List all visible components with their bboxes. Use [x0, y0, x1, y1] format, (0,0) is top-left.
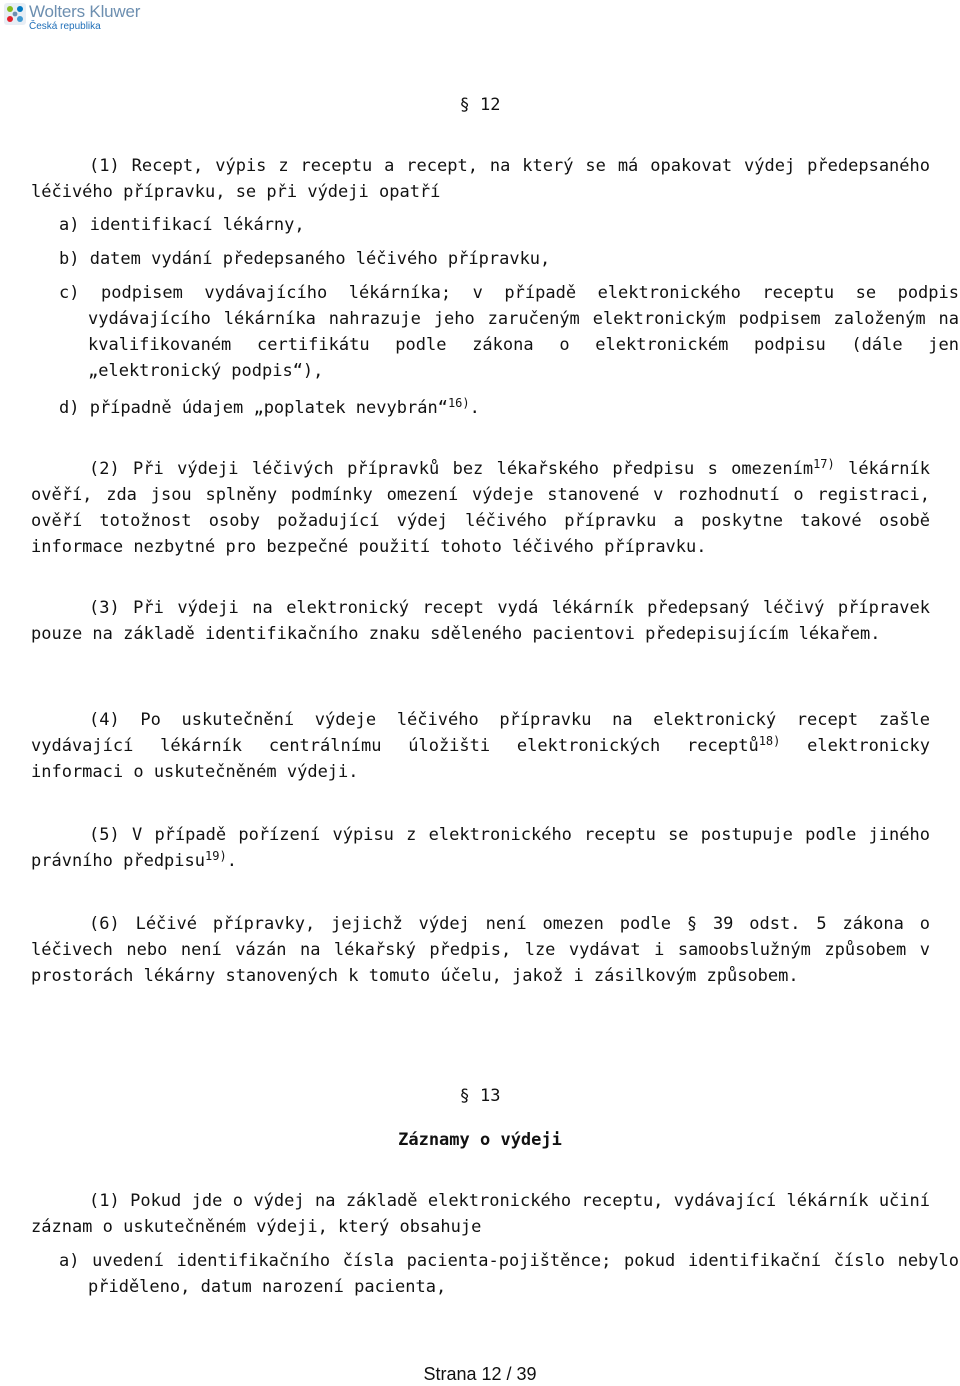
footnote-ref-19[interactable]: 19): [205, 849, 227, 863]
section-13-paragraph-1: (1) Pokud jde o výdej na základě elektronického receptu, vydávající lékárník učiní záznam o uskutečněném výdeji, který obsahuje: [31, 1191, 930, 1237]
section-12-paragraph-5: [31, 822, 930, 874]
section-13-title: § 13: [459, 1086, 501, 1106]
logo-subtitle: Česká republika: [29, 21, 101, 32]
section-12-paragraph-6: (6) Léčivé přípravky, jejichž výdej není omezen podle § 39 odst. 5 zákona o léčivech nebo není vázán na lékařský předpis, lze vydávat i samoobslužným způsobem v prostorách lékárny stanovených k tomuto účelu, jakož i zásilkovým způsobem.: [31, 914, 930, 986]
paragraph-5-start: (5) V případě pořízení výpisu z elektronického receptu se postupuje podle jiného právního předpisu: [31, 825, 930, 871]
paragraph-2-end: lékárník ověří, zda jsou splněny podmínky omezení výdeje stanovené v rozhodnutí o registraci, ověří totožnost osoby požadující výdej léčivého přípravku a poskytne takové osobě informace nezbytné pro bezpečné použití tohoto léčivého přípravku.: [31, 459, 930, 557]
section-12-paragraph-2: [31, 456, 930, 560]
item-d-end: .: [469, 398, 480, 418]
paragraph-2-start: (2) Při výdeji léčivých přípravků bez lékařského předpisu s omezením: [89, 459, 814, 479]
paragraph-4-end: elektronicky informaci o uskutečněném výdeji.: [31, 736, 931, 782]
section-13-subtitle: Záznamy o výdeji: [398, 1130, 562, 1150]
section-12-item-d: [59, 395, 930, 421]
logo-name: Wolters Kluwer: [29, 2, 141, 21]
paragraph-4-start: (4) Po uskutečnění výdeje léčivého přípravku na elektronický recept zašle vydávající lékárník centrálnímu úložišti elektronických receptů: [31, 710, 930, 756]
section-12-item-b: b) datem vydání předepsaného léčivého přípravku,: [59, 249, 551, 269]
footnote-ref-17[interactable]: 17): [813, 457, 835, 471]
section-12-paragraph-1: (1) Recept, výpis z receptu a recept, na který se má opakovat výdej předepsaného léčivého přípravku, se při výdeji opatří: [31, 156, 930, 202]
footnote-ref-18[interactable]: 18): [758, 734, 781, 748]
section-12-paragraph-4: [31, 707, 930, 785]
paragraph-5-end: .: [226, 851, 237, 871]
section-12-item-a: a) identifikací lékárny,: [59, 215, 305, 235]
page-number: Strana 12 / 39: [423, 1364, 537, 1384]
footnote-ref-16[interactable]: 16): [447, 396, 470, 410]
section-12-title: § 12: [459, 95, 501, 115]
item-d-text: d) případně údajem „poplatek nevybrán“: [59, 398, 448, 418]
section-12-item-c: c) podpisem vydávajícího lékárníka; v případě elektronického receptu se podpis vydávajícího lékárníka nahrazuje jeho zaručeným elektronickým podpisem založeným na kvalifikovaném certifikátu podle zákona o elektronickém podpisu (dále jen „elektronický podpis“),: [59, 283, 959, 381]
section-12-paragraph-3: (3) Při výdeji na elektronický recept vydá lékárník předepsaný léčivý přípravek pouze na základě identifikačního znaku sděleného pacientovi předepisujícím lékařem.: [31, 598, 930, 644]
section-13-item-a: a) uvedení identifikačního čísla pacienta-pojištěnce; pokud identifikační číslo nebylo přiděleno, datum narození pacienta,: [59, 1251, 959, 1297]
